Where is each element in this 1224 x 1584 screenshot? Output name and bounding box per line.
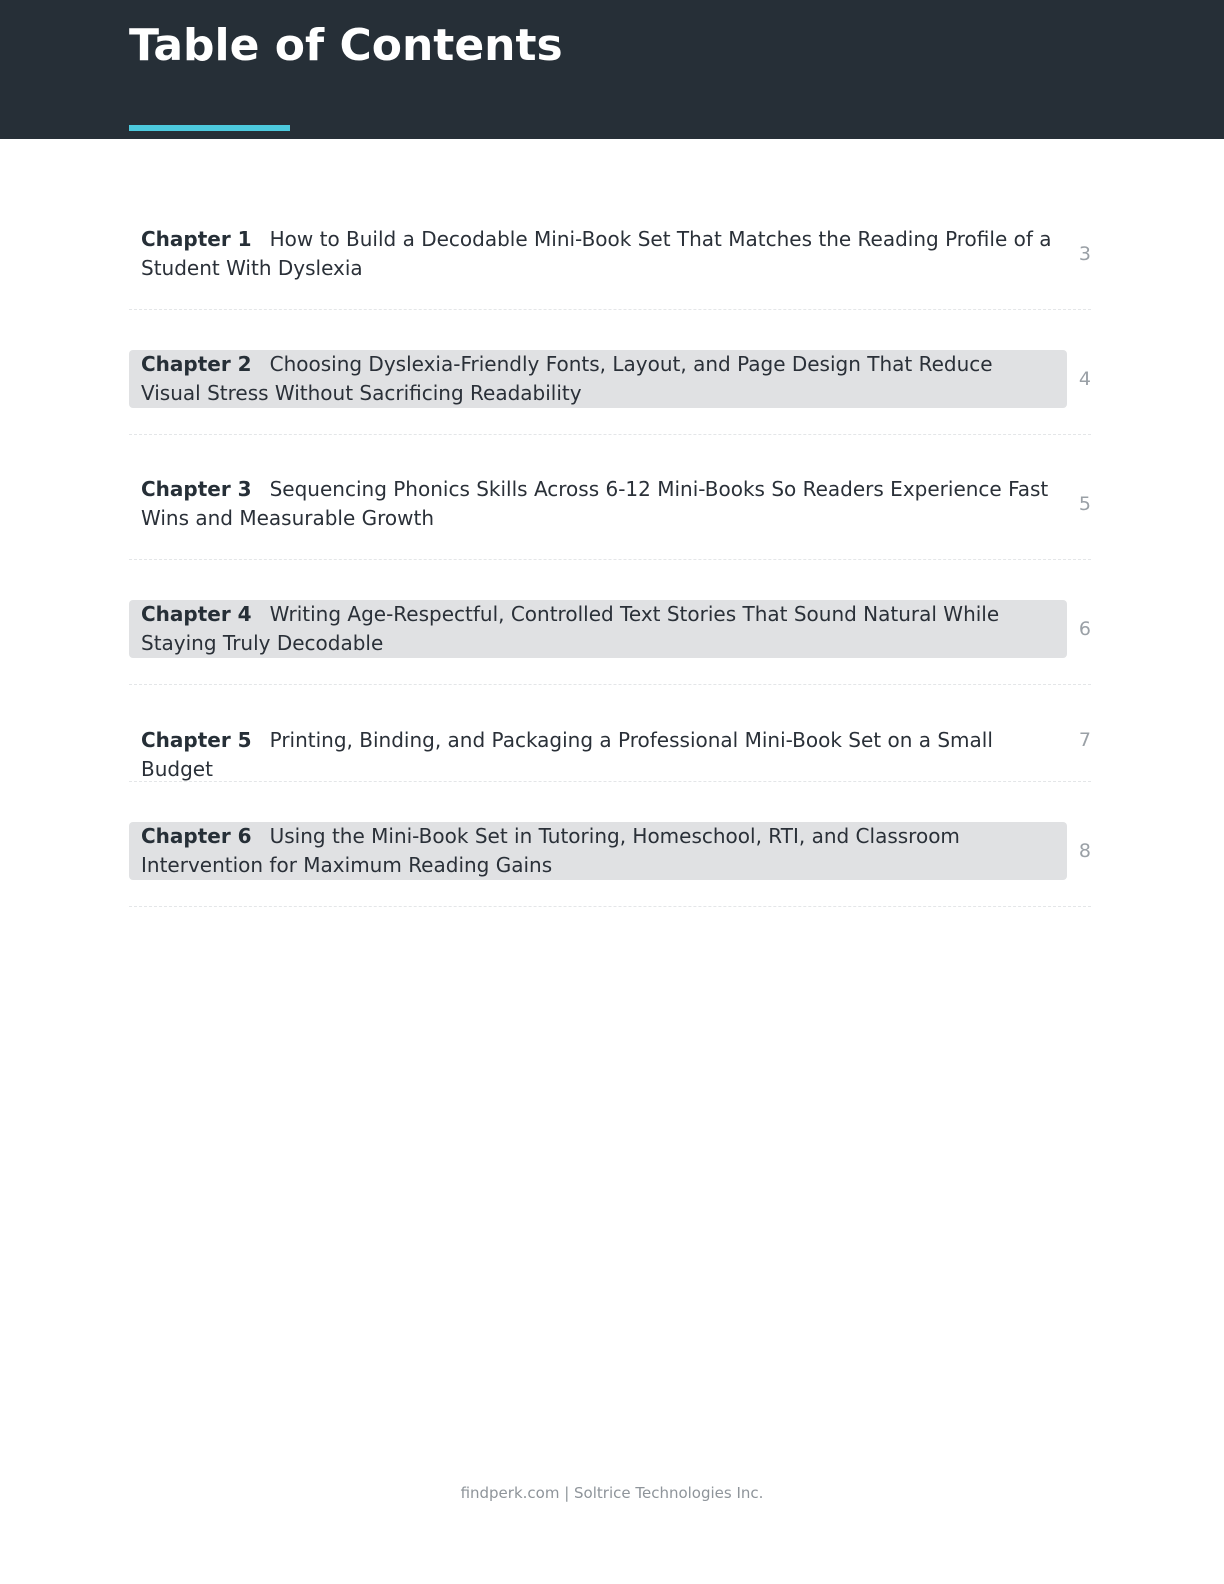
chapter-label: Chapter 1 [141,227,252,251]
toc-entry-6[interactable] [129,781,1091,907]
page-number: 5 [1078,493,1091,515]
chapter-title: Using the Mini-Book Set in Tutoring, Homeschool, RTI, and Classroom Intervention for Maximum Reading Gains [141,824,960,877]
toc-entry-text [129,726,1067,784]
chapter-title: Choosing Dyslexia-Friendly Fonts, Layout, and Page Design That Reduce Visual Stress Without Sacrificing Readability [141,352,993,405]
toc-entry-text [129,822,1067,880]
toc-entry-text [129,350,1067,408]
chapter-label: Chapter 5 [141,728,252,752]
page-number: 3 [1078,243,1091,265]
chapter-label: Chapter 3 [141,477,252,501]
page-number: 6 [1078,618,1091,640]
page-number: 7 [1078,729,1091,751]
toc-entry-3[interactable] [129,434,1091,560]
page-footer: findperk.com | Soltrice Technologies Inc. [460,1484,764,1502]
chapter-title: Printing, Binding, and Packaging a Professional Mini-Book Set on a Small Budget [141,728,993,781]
toc-entry-text [129,475,1067,533]
toc-entry-2[interactable] [129,309,1091,435]
toc-entry-1[interactable] [129,221,1091,310]
toc-entry-4[interactable] [129,559,1091,685]
chapter-label: Chapter 4 [141,602,252,626]
chapter-label: Chapter 6 [141,824,252,848]
toc-entry-text [129,225,1067,283]
page-number: 4 [1078,368,1091,390]
page-title: Table of Contents [129,20,563,71]
toc-entry-text [129,600,1067,658]
chapter-title: Writing Age-Respectful, Controlled Text Stories That Sound Natural While Staying Truly Decodable [141,602,1000,655]
chapter-label: Chapter 2 [141,352,252,376]
chapter-title: How to Build a Decodable Mini-Book Set That Matches the Reading Profile of a Student With Dyslexia [141,227,1052,280]
chapter-title: Sequencing Phonics Skills Across 6-12 Mini-Books So Readers Experience Fast Wins and Measurable Growth [141,477,1049,530]
page-header [0,0,1224,139]
title-accent-bar [129,125,290,131]
page-number: 8 [1078,840,1091,862]
toc-entry-5[interactable] [129,684,1091,782]
